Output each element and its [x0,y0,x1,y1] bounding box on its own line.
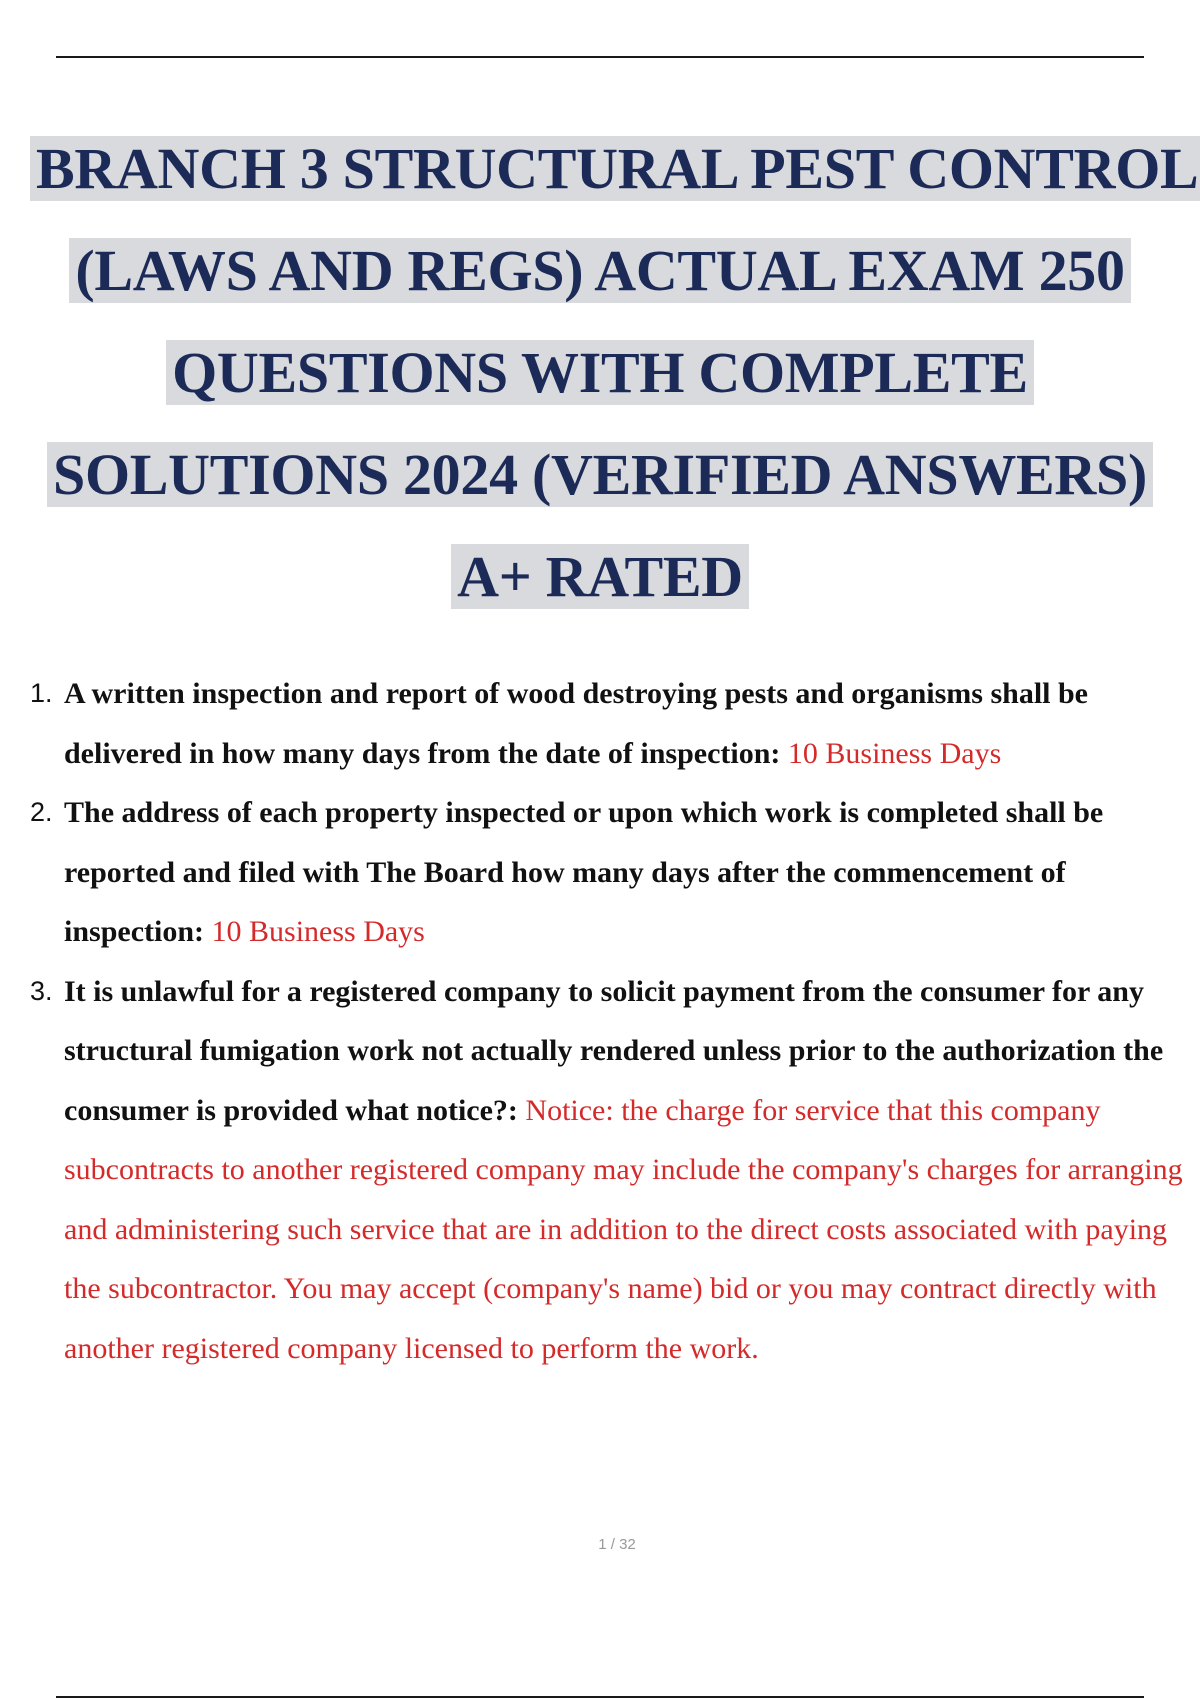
title-line-4: SOLUTIONS 2024 (VERIFIED ANSWERS) [0,424,1200,526]
document-title [0,118,1200,628]
question-text: The address of each property inspected or upon which work is completed shall be reported and filed with The Board how many days after the commencement of inspection: [64,796,1104,948]
page-indicator: 1 / 32 [598,1536,636,1553]
title-line-2: (LAWS AND REGS) ACTUAL EXAM 250 [0,220,1200,322]
question-item [30,962,1195,1379]
question-text: It is unlawful for a registered company to solicit payment from the consumer for any structural fumigation work not actually rendered unless prior to the authorization the consumer is provided what notice?: [64,974,1164,1127]
top-rule [56,56,1144,58]
question-item [30,783,1195,962]
question-text: A written inspection and report of wood destroying pests and organisms shall be delivered in how many days from the date of inspection: [64,677,1088,770]
answer-text: Notice: the charge for service that this company subcontracts to another registered company may include the company's charges for arranging and administering such service that are in addition to the direct costs associated with paying the subcontractor. You may accept (company's name) bid or you may contract directly with another registered company licensed to perform the work. [64,1093,1183,1365]
title-line-3: QUESTIONS WITH COMPLETE [0,322,1200,424]
question-number: 3. [30,975,53,1006]
question-item [30,664,1195,783]
title-line-5: A+ RATED [0,526,1200,628]
title-line-1: BRANCH 3 STRUCTURAL PEST CONTROL [0,118,1200,220]
bottom-rule [56,1696,1144,1698]
answer-text: 10 Business Days [787,736,1002,770]
question-number: 1. [30,678,53,708]
answer-text: 10 Business Days [211,915,425,948]
question-number: 2. [30,797,53,827]
question-list [30,664,1195,1378]
